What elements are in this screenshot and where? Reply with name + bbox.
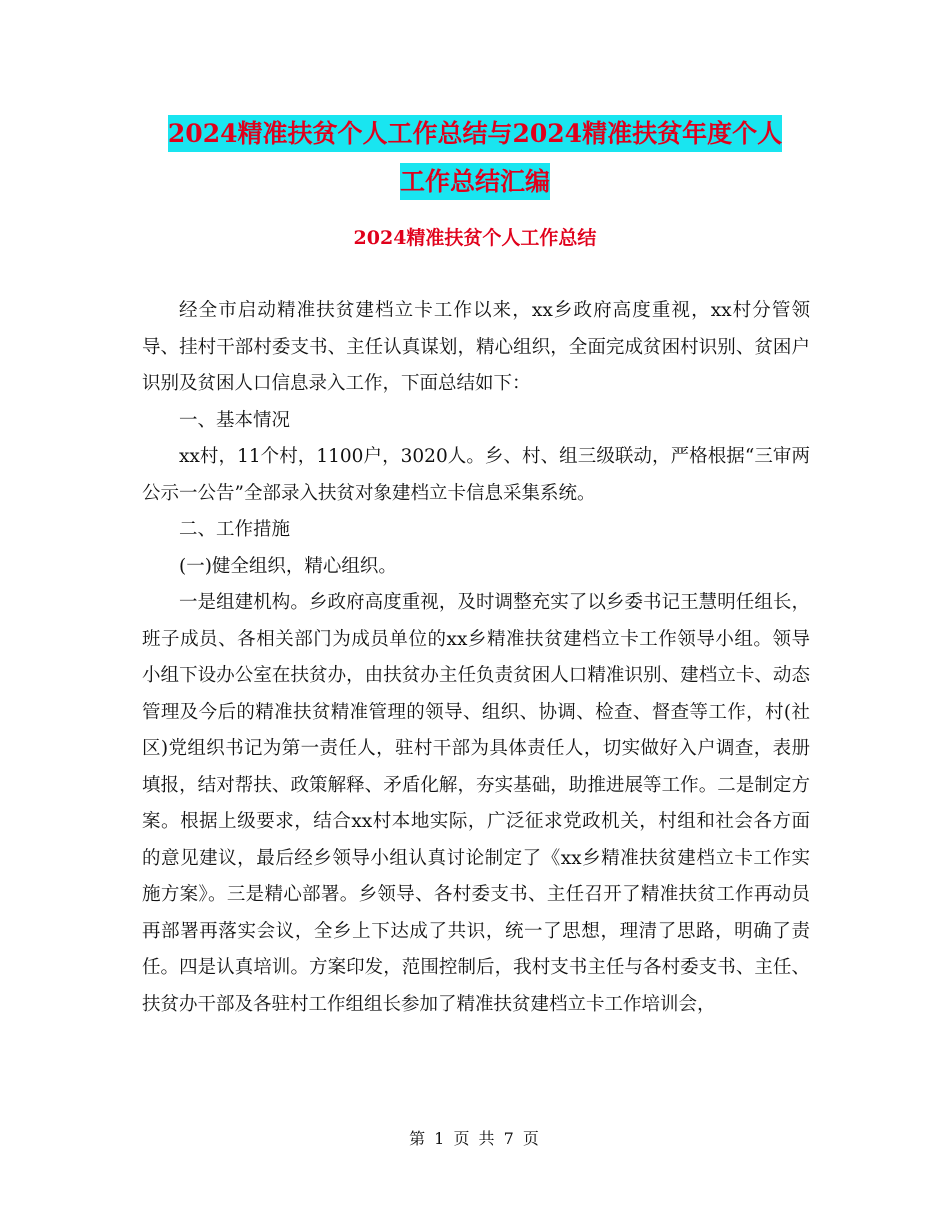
document-title-line2: 工作总结汇编	[400, 163, 550, 200]
document-title	[120, 110, 830, 206]
page-footer: 第 1 页 共 7 页	[409, 1129, 541, 1148]
paragraph: (一)健全组织，精心组织。	[179, 555, 397, 577]
paragraph: 二、工作措施	[179, 519, 291, 540]
section-title: 2024精准扶贫个人工作总结	[353, 227, 597, 249]
paragraph: 一是组建机构。乡政府高度重视，及时调整充实了以乡委书记王慧明任组长，班子成员、各相关部门为成员单位的xx乡精准扶贫建档立卡工作领导小组。领导小组下设办公室在扶贫办，由扶贫办主任负责贫困人口精准识别、建档立卡、动态管理及今后的精准扶贫精准管理的领导、组织、协调、检查、督查等工作，村(社区)党组织书记为第一责任人，驻村干部为具体责任人，切实做好入户调查，表册填报，结对帮扶、政策解释、矛盾化解，夯实基础，助推进展等工作。二是制定方案。根据上级要求，结合xx村本地实际，广泛征求党政机关，村组和社会各方面的意见建议，最后经乡领导小组认真讨论制定了《xx乡精准扶贫建档立卡工作实施方案》。三是精心部署。乡领导、各村委支书、主任召开了精准扶贫工作再动员再部署再落实会议，全乡上下达成了共识，统一了思想，理清了思路，明确了责任。四是认真培训。方案印发，范围控制后，我村支书主任与各村委支书、主任、扶贫办干部及各驻村工作组组长参加了精准扶贫建档立卡工作培训会，	[142, 592, 810, 1015]
paragraph: 一、基本情况	[179, 409, 291, 431]
paragraph: 经全市启动精准扶贫建档立卡工作以来，xx乡政府高度重视，xx村分管领导、挂村干部村委支书、主任认真谋划，精心组织，全面完成贫困村识别、贫困户识别及贫困人口信息录入工作，下面总结如下：	[142, 300, 810, 394]
document-body	[142, 293, 810, 1023]
paragraph: xx村，11个村，1100户，3020人。乡、村、组三级联动，严格根据“三审两公示一公告”全部录入扶贫对象建档立卡信息采集系统。	[142, 446, 810, 504]
document-title-line1: 2024精准扶贫个人工作总结与2024精准扶贫年度个人	[168, 115, 782, 152]
